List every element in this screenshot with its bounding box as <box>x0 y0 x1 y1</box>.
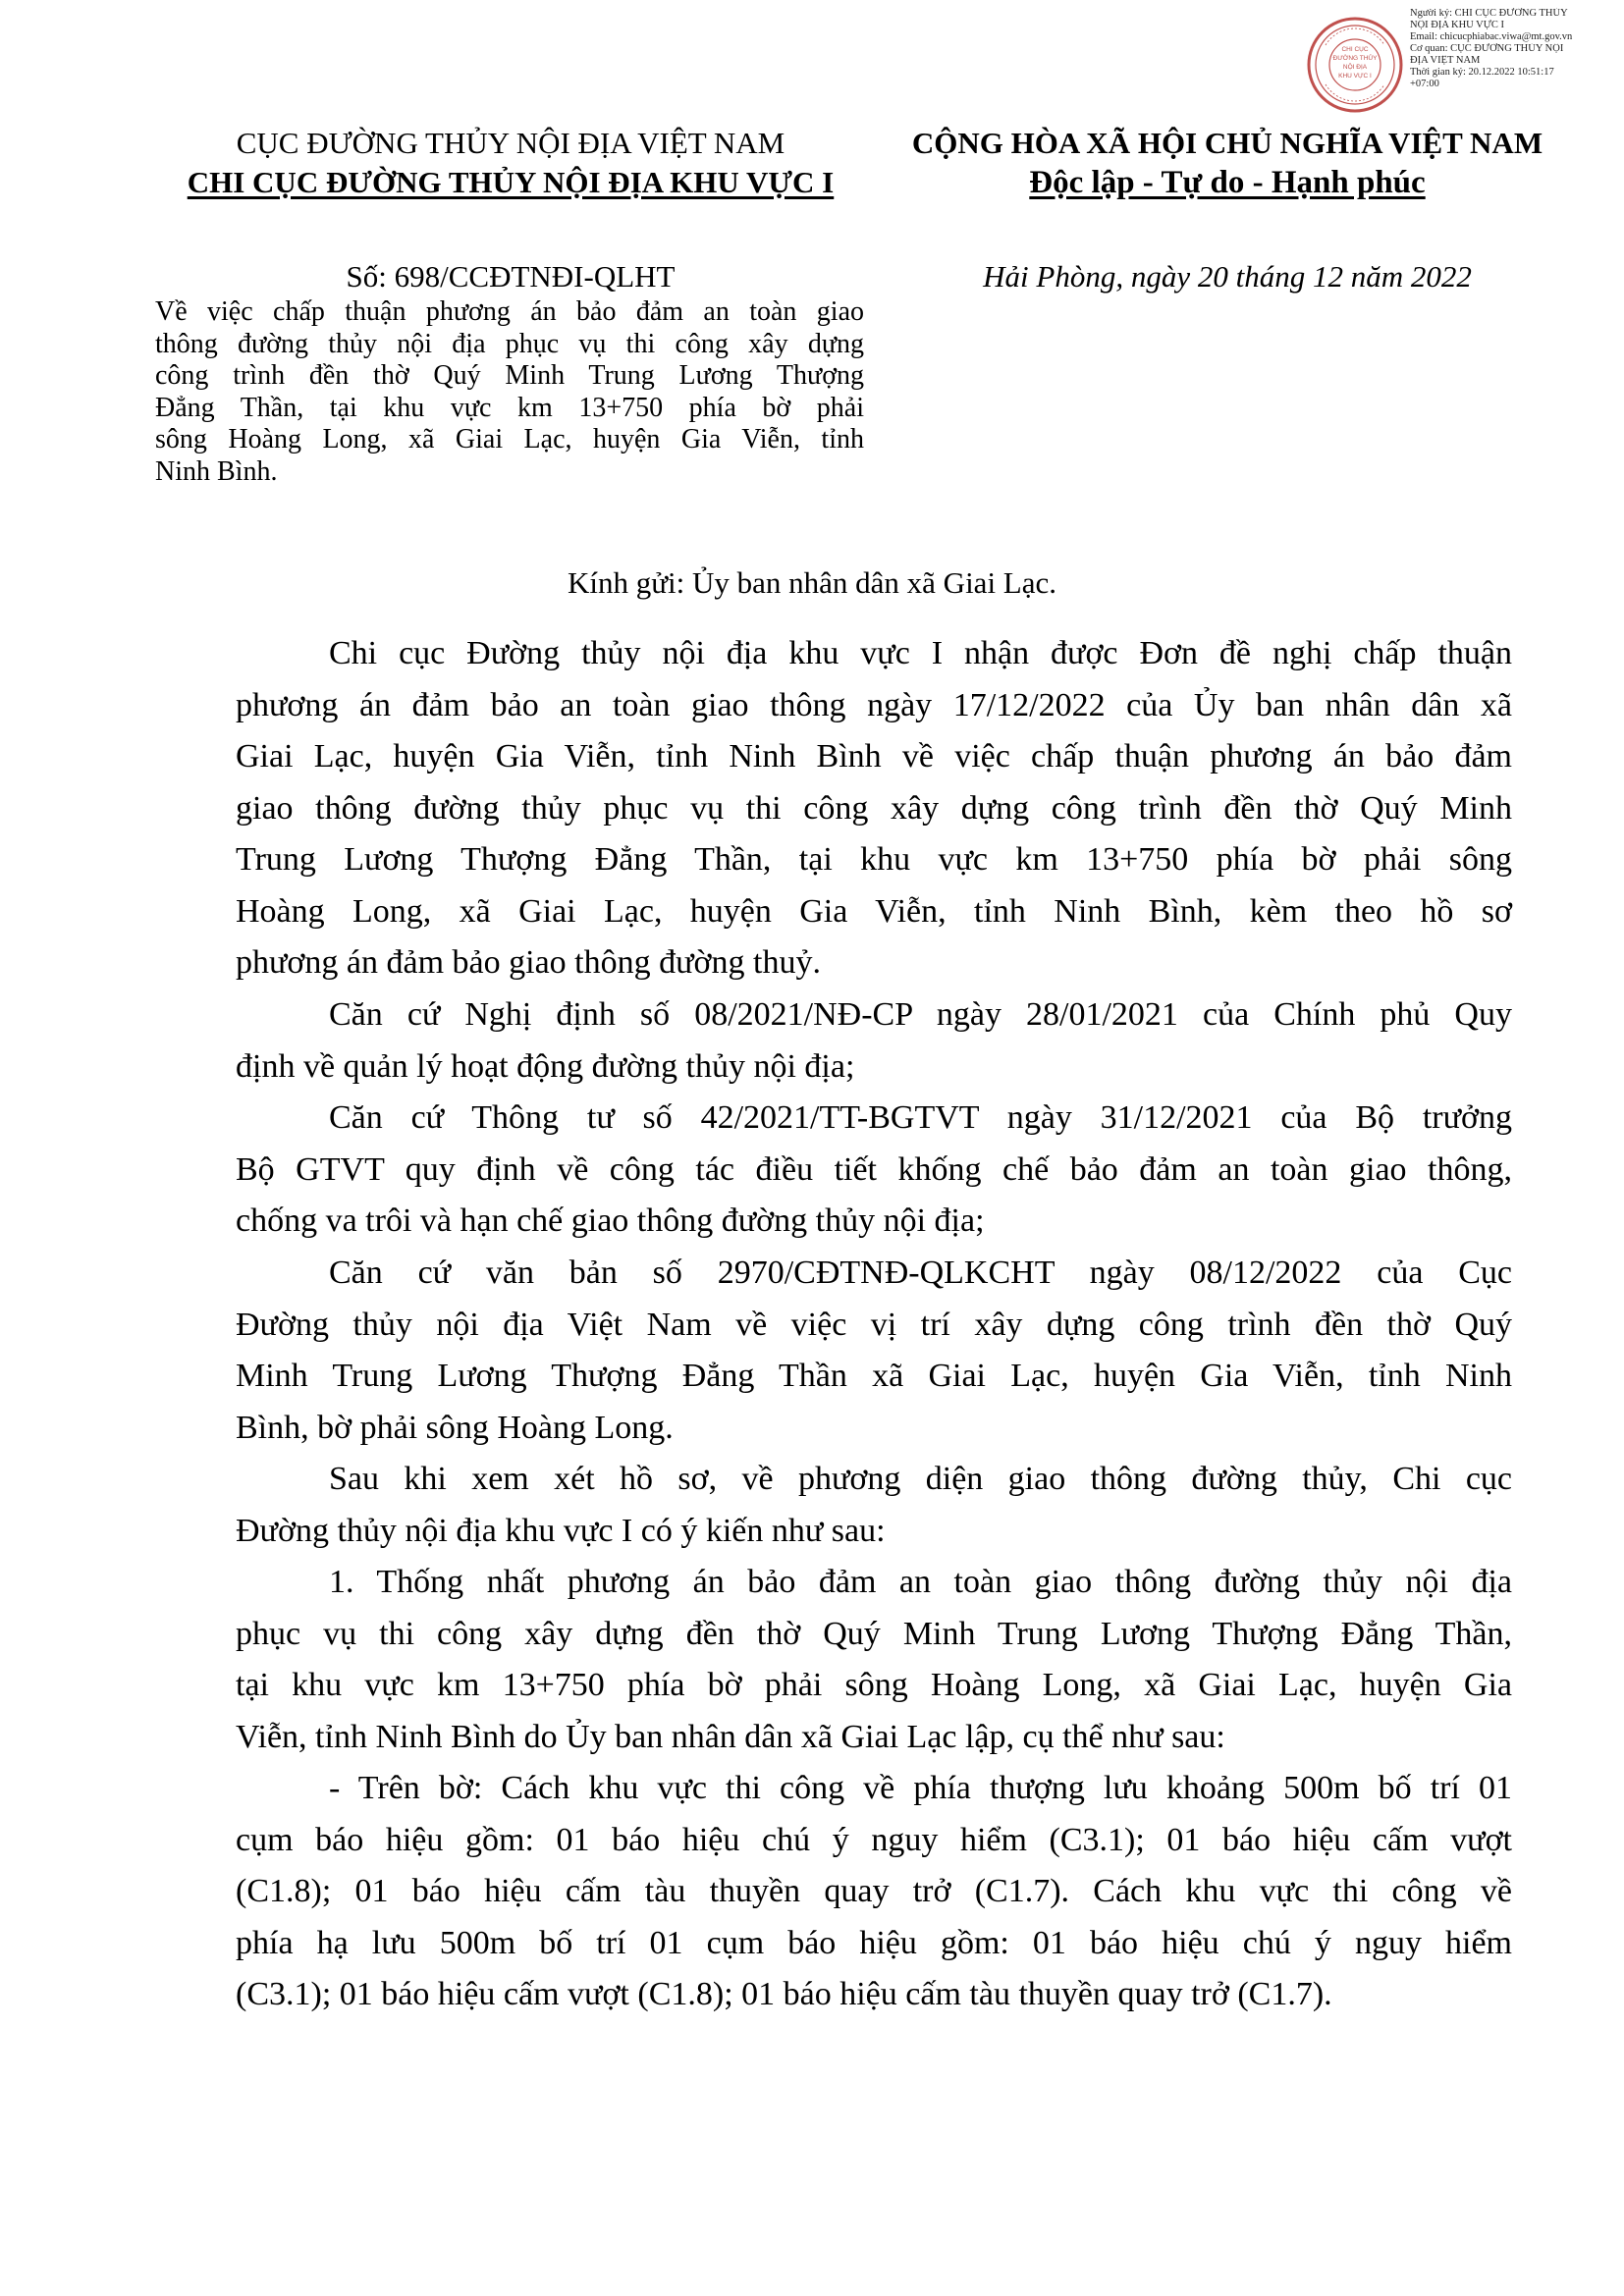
national-motto: Độc lập - Tự do - Hạnh phúc <box>1029 165 1426 200</box>
text-line: Trung Lương Thượng Đẳng Thần, tại khu vực km 13+750 phía bờ phải sông <box>236 841 1512 878</box>
text-line: Căn cứ Thông tư số 42/2021/TT-BGTVT ngày 31/12/2021 của Bộ trưởng <box>329 1099 1512 1136</box>
svg-text:NỘI ĐỊA: NỘI ĐỊA <box>1342 64 1368 71</box>
paragraph-6 <box>236 1557 1512 1763</box>
text-line: phục vụ thi công xây dựng đền thờ Quý Minh Trung Lương Thượng Đẳng Thần, <box>236 1615 1512 1652</box>
signature-line: +07:00 <box>1410 79 1439 89</box>
document-number: Số: 698/CCĐTNĐI-QLHT <box>346 259 676 294</box>
svg-text:KHU VỰC I: KHU VỰC I <box>1338 73 1372 80</box>
paragraph-1 <box>236 628 1512 989</box>
paragraph-4 <box>236 1248 1512 1454</box>
subject-line: Đẳng Thần, tại khu vực km 13+750 phía bờ phải <box>155 392 864 423</box>
text-line: Căn cứ Nghị định số 08/2021/NĐ-CP ngày 28/01/2021 của Chính phủ Quy <box>329 996 1512 1033</box>
text-line: Bình, bờ phải sông Hoàng Long. <box>236 1409 674 1446</box>
text-line: phương án đảm bảo an toàn giao thông ngày 17/12/2022 của Ủy ban nhân dân xã <box>236 686 1512 723</box>
signature-line: Cơ quan: CỤC ĐƯỜNG THỦY NỘI <box>1410 43 1564 54</box>
text-line: giao thông đường thủy phục vụ thi công xây dựng công trình đền thờ Quý Minh <box>236 789 1512 827</box>
paragraph-5 <box>236 1454 1512 1557</box>
document-subject <box>155 296 864 488</box>
text-line: Viễn, tỉnh Ninh Bình do Ủy ban nhân dân xã Giai Lạc lập, cụ thể như sau: <box>236 1718 1225 1755</box>
text-line: định về quản lý hoạt động đường thủy nội địa; <box>236 1047 855 1085</box>
text-line: - Trên bờ: Cách khu vực thi công về phía thượng lưu khoảng 500m bố trí 01 <box>329 1770 1512 1806</box>
paragraph-7 <box>236 1763 1512 2021</box>
text-line: Bộ GTVT quy định về công tác điều tiết khống chế bảo đảm an toàn giao thông, <box>236 1150 1512 1188</box>
text-line: Hoàng Long, xã Giai Lạc, huyện Gia Viễn, tỉnh Ninh Bình, kèm theo hồ sơ <box>236 892 1512 930</box>
subject-line: Về việc chấp thuận phương án bảo đảm an toàn giao <box>155 296 864 327</box>
parent-agency: CỤC ĐƯỜNG THỦY NỘI ĐỊA VIỆT NAM <box>236 126 785 160</box>
text-line: 1. Thống nhất phương án bảo đảm an toàn giao thông đường thủy nội địa <box>329 1564 1512 1600</box>
subject-line: công trình đền thờ Quý Minh Trung Lương Thượng <box>155 360 864 391</box>
signature-line: ĐỊA VIỆT NAM <box>1410 55 1481 66</box>
text-line: Đường thủy nội địa Việt Nam về việc vị trí xây dựng công trình đền thờ Quý <box>236 1306 1512 1343</box>
paragraph-3 <box>236 1093 1512 1248</box>
subject-line: thông đường thủy nội địa phục vụ thi công xây dựng <box>155 328 864 359</box>
text-line: cụm báo hiệu gồm: 01 báo hiệu chú ý nguy hiểm (C3.1); 01 báo hiệu cấm vượt <box>236 1821 1512 1858</box>
text-line: Chi cục Đường thủy nội địa khu vực I nhận được Đơn đề nghị chấp thuận <box>329 635 1512 671</box>
svg-text:CHI CỤC: CHI CỤC <box>1341 46 1369 53</box>
signature-line: Người ký: CHI CỤC ĐƯỜNG THỦY <box>1410 8 1568 19</box>
text-line: Giai Lạc, huyện Gia Viễn, tỉnh Ninh Bình về việc chấp thuận phương án bảo đảm <box>236 738 1512 774</box>
text-line: phía hạ lưu 500m bố trí 01 cụm báo hiệu gồm: 01 báo hiệu chú ý nguy hiểm <box>236 1924 1512 1961</box>
recipient-line: Kính gửi: Ủy ban nhân dân xã Giai Lạc. <box>567 565 1057 600</box>
text-line: (C1.8); 01 báo hiệu cấm tàu thuyền quay trở (C1.7). Cách khu vực thi công về <box>236 1873 1512 1909</box>
text-line: tại khu vực km 13+750 phía bờ phải sông Hoàng Long, xã Giai Lạc, huyện Gia <box>236 1667 1512 1703</box>
official-seal-icon <box>1306 16 1404 114</box>
signature-line: Email: chicucphiabac.viwa@mt.gov.vn <box>1410 31 1573 42</box>
digital-signature-info <box>1410 8 1616 90</box>
issuing-agency-block <box>157 124 864 202</box>
national-title-block <box>869 124 1586 202</box>
text-line: chống va trôi và hạn chế giao thông đường thủy nội địa; <box>236 1202 985 1239</box>
paragraph-2 <box>236 989 1512 1093</box>
issuing-agency: CHI CỤC ĐƯỜNG THỦY NỘI ĐỊA KHU VỰC I <box>187 165 835 199</box>
text-line: phương án đảm bảo giao thông đường thuỷ. <box>236 944 821 981</box>
country-name: CỘNG HÒA XÃ HỘI CHỦ NGHĨA VIỆT NAM <box>911 126 1543 160</box>
signature-line: NỘI ĐỊA KHU VỰC I <box>1410 20 1505 30</box>
text-line: Căn cứ văn bản số 2970/CĐTNĐ-QLKCHT ngày 08/12/2022 của Cục <box>329 1255 1512 1291</box>
text-line: (C3.1); 01 báo hiệu cấm vượt (C1.8); 01 báo hiệu cấm tàu thuyền quay trở (C1.7). <box>236 1976 1332 2012</box>
document-date: Hải Phòng, ngày 20 tháng 12 năm 2022 <box>983 259 1472 294</box>
text-line: Minh Trung Lương Thượng Đẳng Thần xã Giai Lạc, huyện Gia Viễn, tỉnh Ninh <box>236 1358 1512 1394</box>
text-line: Sau khi xem xét hồ sơ, về phương diện giao thông đường thủy, Chi cục <box>329 1461 1512 1497</box>
subject-line: Ninh Bình. <box>155 455 278 487</box>
subject-line: sông Hoàng Long, xã Giai Lạc, huyện Gia Viễn, tỉnh <box>155 424 864 454</box>
text-line: Đường thủy nội địa khu vực I có ý kiến như sau: <box>236 1512 886 1549</box>
svg-text:ĐƯỜNG THỦY: ĐƯỜNG THỦY <box>1332 55 1378 62</box>
signature-line: Thời gian ký: 20.12.2022 10:51:17 <box>1410 67 1554 78</box>
